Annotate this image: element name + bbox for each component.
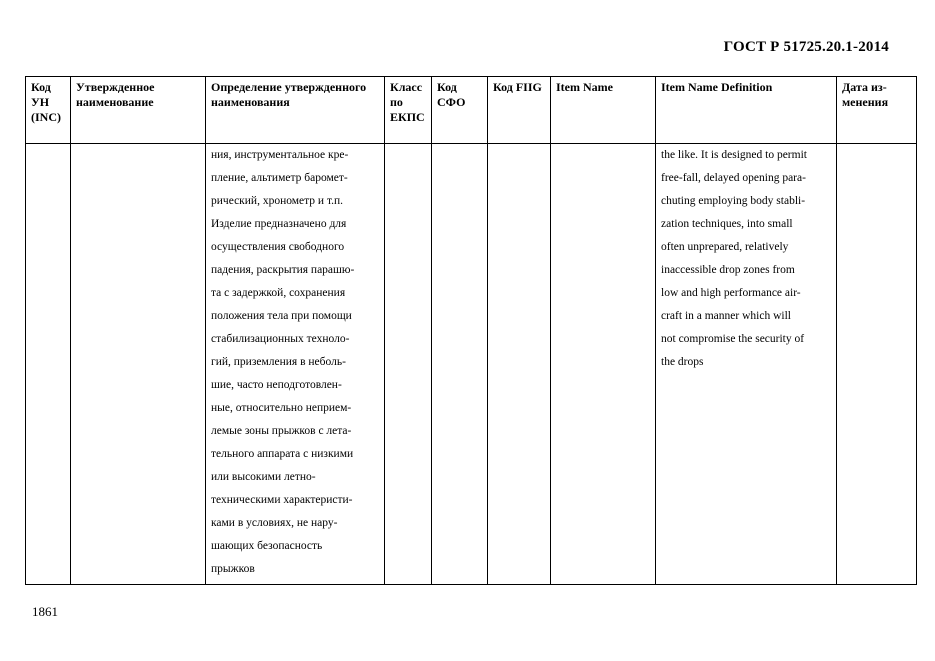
definition-ru-line: ками в условиях, не нару- — [211, 517, 338, 529]
definition-en-line: chuting employing body stabli- — [661, 195, 806, 207]
column-header-fiig-code: Код FIIG — [488, 77, 551, 144]
cell-ekps-class — [385, 144, 432, 585]
column-header-ekps-class: Класс по ЕКПС — [385, 77, 432, 144]
definition-en-line: low and high performance air- — [661, 287, 801, 299]
definition-ru-line: положения тела при помощи — [211, 310, 352, 322]
definition-ru-line: рический, хронометр и т.п. — [211, 195, 344, 207]
document-standard-header: ГОСТ Р 51725.20.1-2014 — [723, 39, 889, 55]
definition-ru-line: или высокими летно- — [211, 471, 316, 483]
cell-sfo-code — [432, 144, 488, 585]
definition-ru-line: пление, альтиметр баромет- — [211, 172, 348, 184]
definition-en-line: inaccessible drop zones from — [661, 264, 795, 276]
definition-ru-line: ния, инструментальное кре- — [211, 149, 349, 161]
definition-en-line: free-fall, delayed opening para- — [661, 172, 806, 184]
definition-ru-line: Изделие предназначено для — [211, 218, 347, 230]
cell-change-date — [837, 144, 917, 585]
definition-ru-line: шающих безопасность — [211, 540, 323, 552]
table-row — [26, 144, 917, 585]
definition-en-line: the like. It is designed to permit — [661, 149, 807, 161]
definition-en-line: the drops — [661, 356, 704, 368]
column-header-change-date: Дата из-менения — [837, 77, 917, 144]
cell-approved-name — [71, 144, 206, 585]
column-header-item-name: Item Name — [551, 77, 656, 144]
definition-ru-line: осуществления свободного — [211, 241, 345, 253]
column-header-item-name-definition: Item Name Definition — [656, 77, 837, 144]
definition-ru-line: стабилизационных техноло- — [211, 333, 350, 345]
column-header-name-definition: Определение утвержденного наименования — [206, 77, 385, 144]
definition-ru-line: лемые зоны прыжков с лета- — [211, 425, 352, 437]
cell-inc — [26, 144, 71, 585]
cell-definition-en — [656, 144, 837, 585]
table-header-row — [26, 77, 917, 144]
definition-ru-line: падения, раскрытия парашю- — [211, 264, 355, 276]
page-number: 1861 — [32, 604, 58, 619]
definition-en-line: zation techniques, into small — [661, 218, 793, 230]
definition-ru-line: техническими характеристи- — [211, 494, 353, 506]
nomenclature-table — [25, 76, 917, 585]
definition-ru-line: прыжков — [211, 563, 255, 575]
cell-definition-ru — [206, 144, 385, 585]
definition-ru-line: та с задержкой, сохранения — [211, 287, 346, 299]
definition-ru-line: шие, часто неподготовлен- — [211, 379, 342, 391]
column-header-approved-name: Утвержденное наименование — [71, 77, 206, 144]
cell-fiig-code — [488, 144, 551, 585]
definition-en-line: craft in a manner which will — [661, 310, 791, 322]
definition-ru-line: гий, приземления в неболь- — [211, 356, 346, 368]
definition-ru-line: тельного аппарата с низкими — [211, 448, 354, 460]
definition-en-line: not compromise the security of — [661, 333, 805, 345]
column-header-sfo-code: Код СФО — [432, 77, 488, 144]
column-header-inc: Код УН (INC) — [26, 77, 71, 144]
definition-ru-line: ные, относительно неприем- — [211, 402, 352, 414]
definition-en-line: often unprepared, relatively — [661, 241, 789, 253]
cell-item-name — [551, 144, 656, 585]
